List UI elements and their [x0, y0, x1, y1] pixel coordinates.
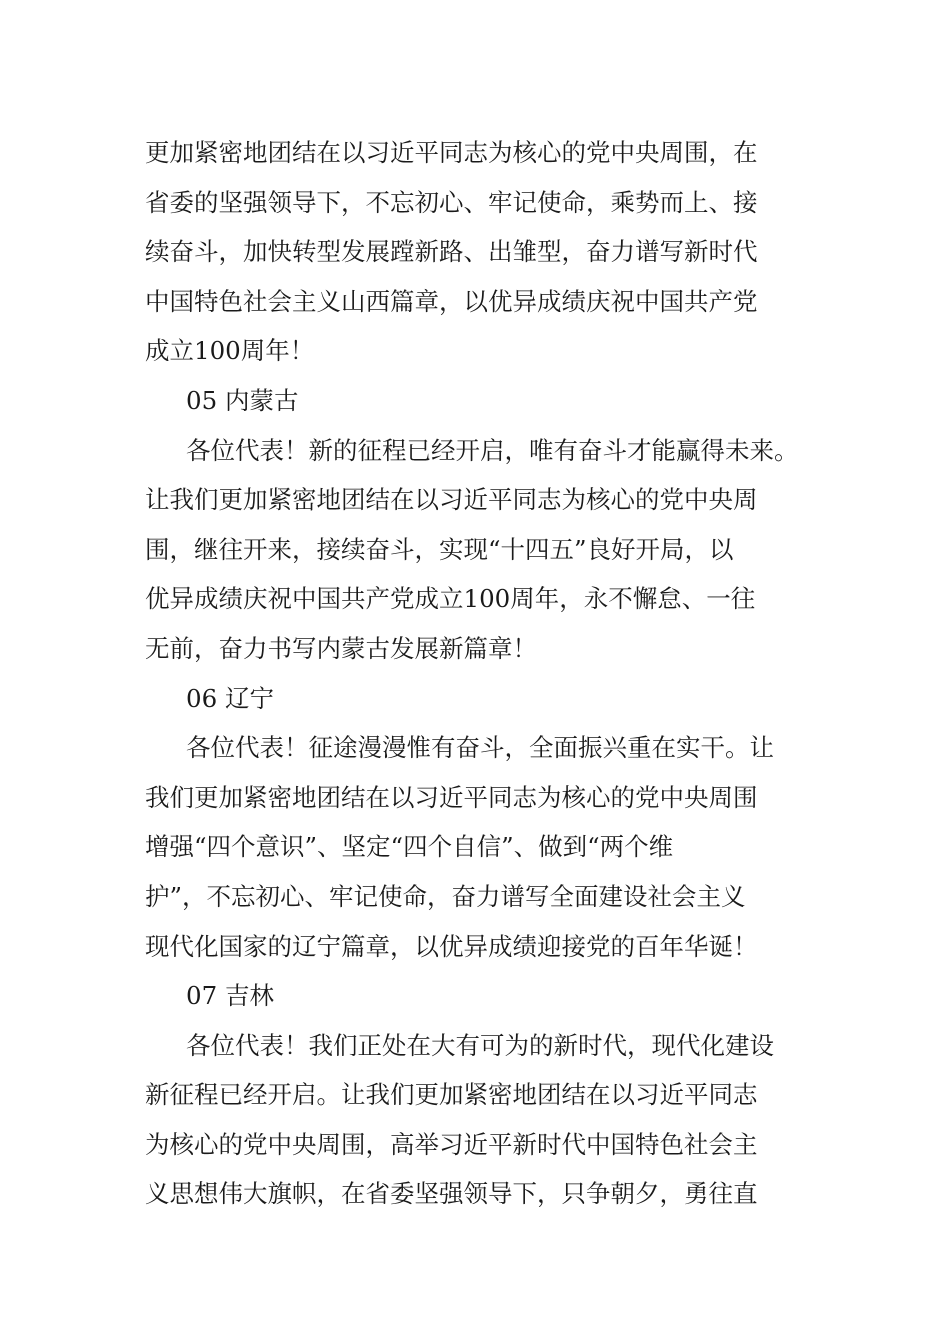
- section-heading: 05 内蒙古: [186, 385, 299, 415]
- text-line: 我们更加紧密地团结在以习近平同志为核心的党中央周围: [145, 782, 758, 812]
- text-line: 围，继往开来，接续奋斗，实现“十四五”良好开局，以: [145, 534, 734, 564]
- text-line: 成立100周年！: [145, 336, 315, 366]
- text-line: 增强“四个意识”、坚定“四个自信”、做到“两个维: [145, 832, 674, 862]
- text-line: 现代化国家的辽宁篇章，以优异成绩迎接党的百年华诞！: [145, 931, 758, 961]
- text-line: 义思想伟大旗帜，在省委坚强领导下，只争朝夕，勇往直: [145, 1179, 758, 1209]
- text-line: 优异成绩庆祝中国共产党成立100周年，永不懈怠、一往: [145, 584, 756, 614]
- paragraph-first-line: 各位代表！我们正处在大有可为的新时代，现代化建设: [186, 1030, 774, 1060]
- paragraph-first-line: 各位代表！新的征程已经开启，唯有奋斗才能赢得未来。: [186, 435, 799, 465]
- paragraph-first-line: 各位代表！征途漫漫惟有奋斗，全面振兴重在实干。让: [186, 733, 774, 763]
- section-heading: 07 吉林: [186, 981, 274, 1011]
- section-heading: 06 辽宁: [186, 683, 274, 713]
- text-line: 无前，奋力书写内蒙古发展新篇章！: [145, 633, 537, 663]
- text-line: 护”，不忘初心、牢记使命，奋力谱写全面建设社会主义: [145, 881, 746, 911]
- document-body: [145, 128, 825, 1219]
- text-line: 省委的坚强领导下，不忘初心、牢记使命，乘势而上、接: [145, 187, 758, 217]
- text-line: 为核心的党中央周围，高举习近平新时代中国特色社会主: [145, 1129, 758, 1159]
- text-line: 中国特色社会主义山西篇章，以优异成绩庆祝中国共产党: [145, 286, 758, 316]
- text-line: 让我们更加紧密地团结在以习近平同志为核心的党中央周: [145, 485, 758, 515]
- text-line: 新征程已经开启。让我们更加紧密地团结在以习近平同志: [145, 1080, 758, 1110]
- text-line: 续奋斗，加快转型发展蹚新路、出雏型，奋力谱写新时代: [145, 237, 758, 267]
- text-line: 更加紧密地团结在以习近平同志为核心的党中央周围，在: [145, 138, 758, 167]
